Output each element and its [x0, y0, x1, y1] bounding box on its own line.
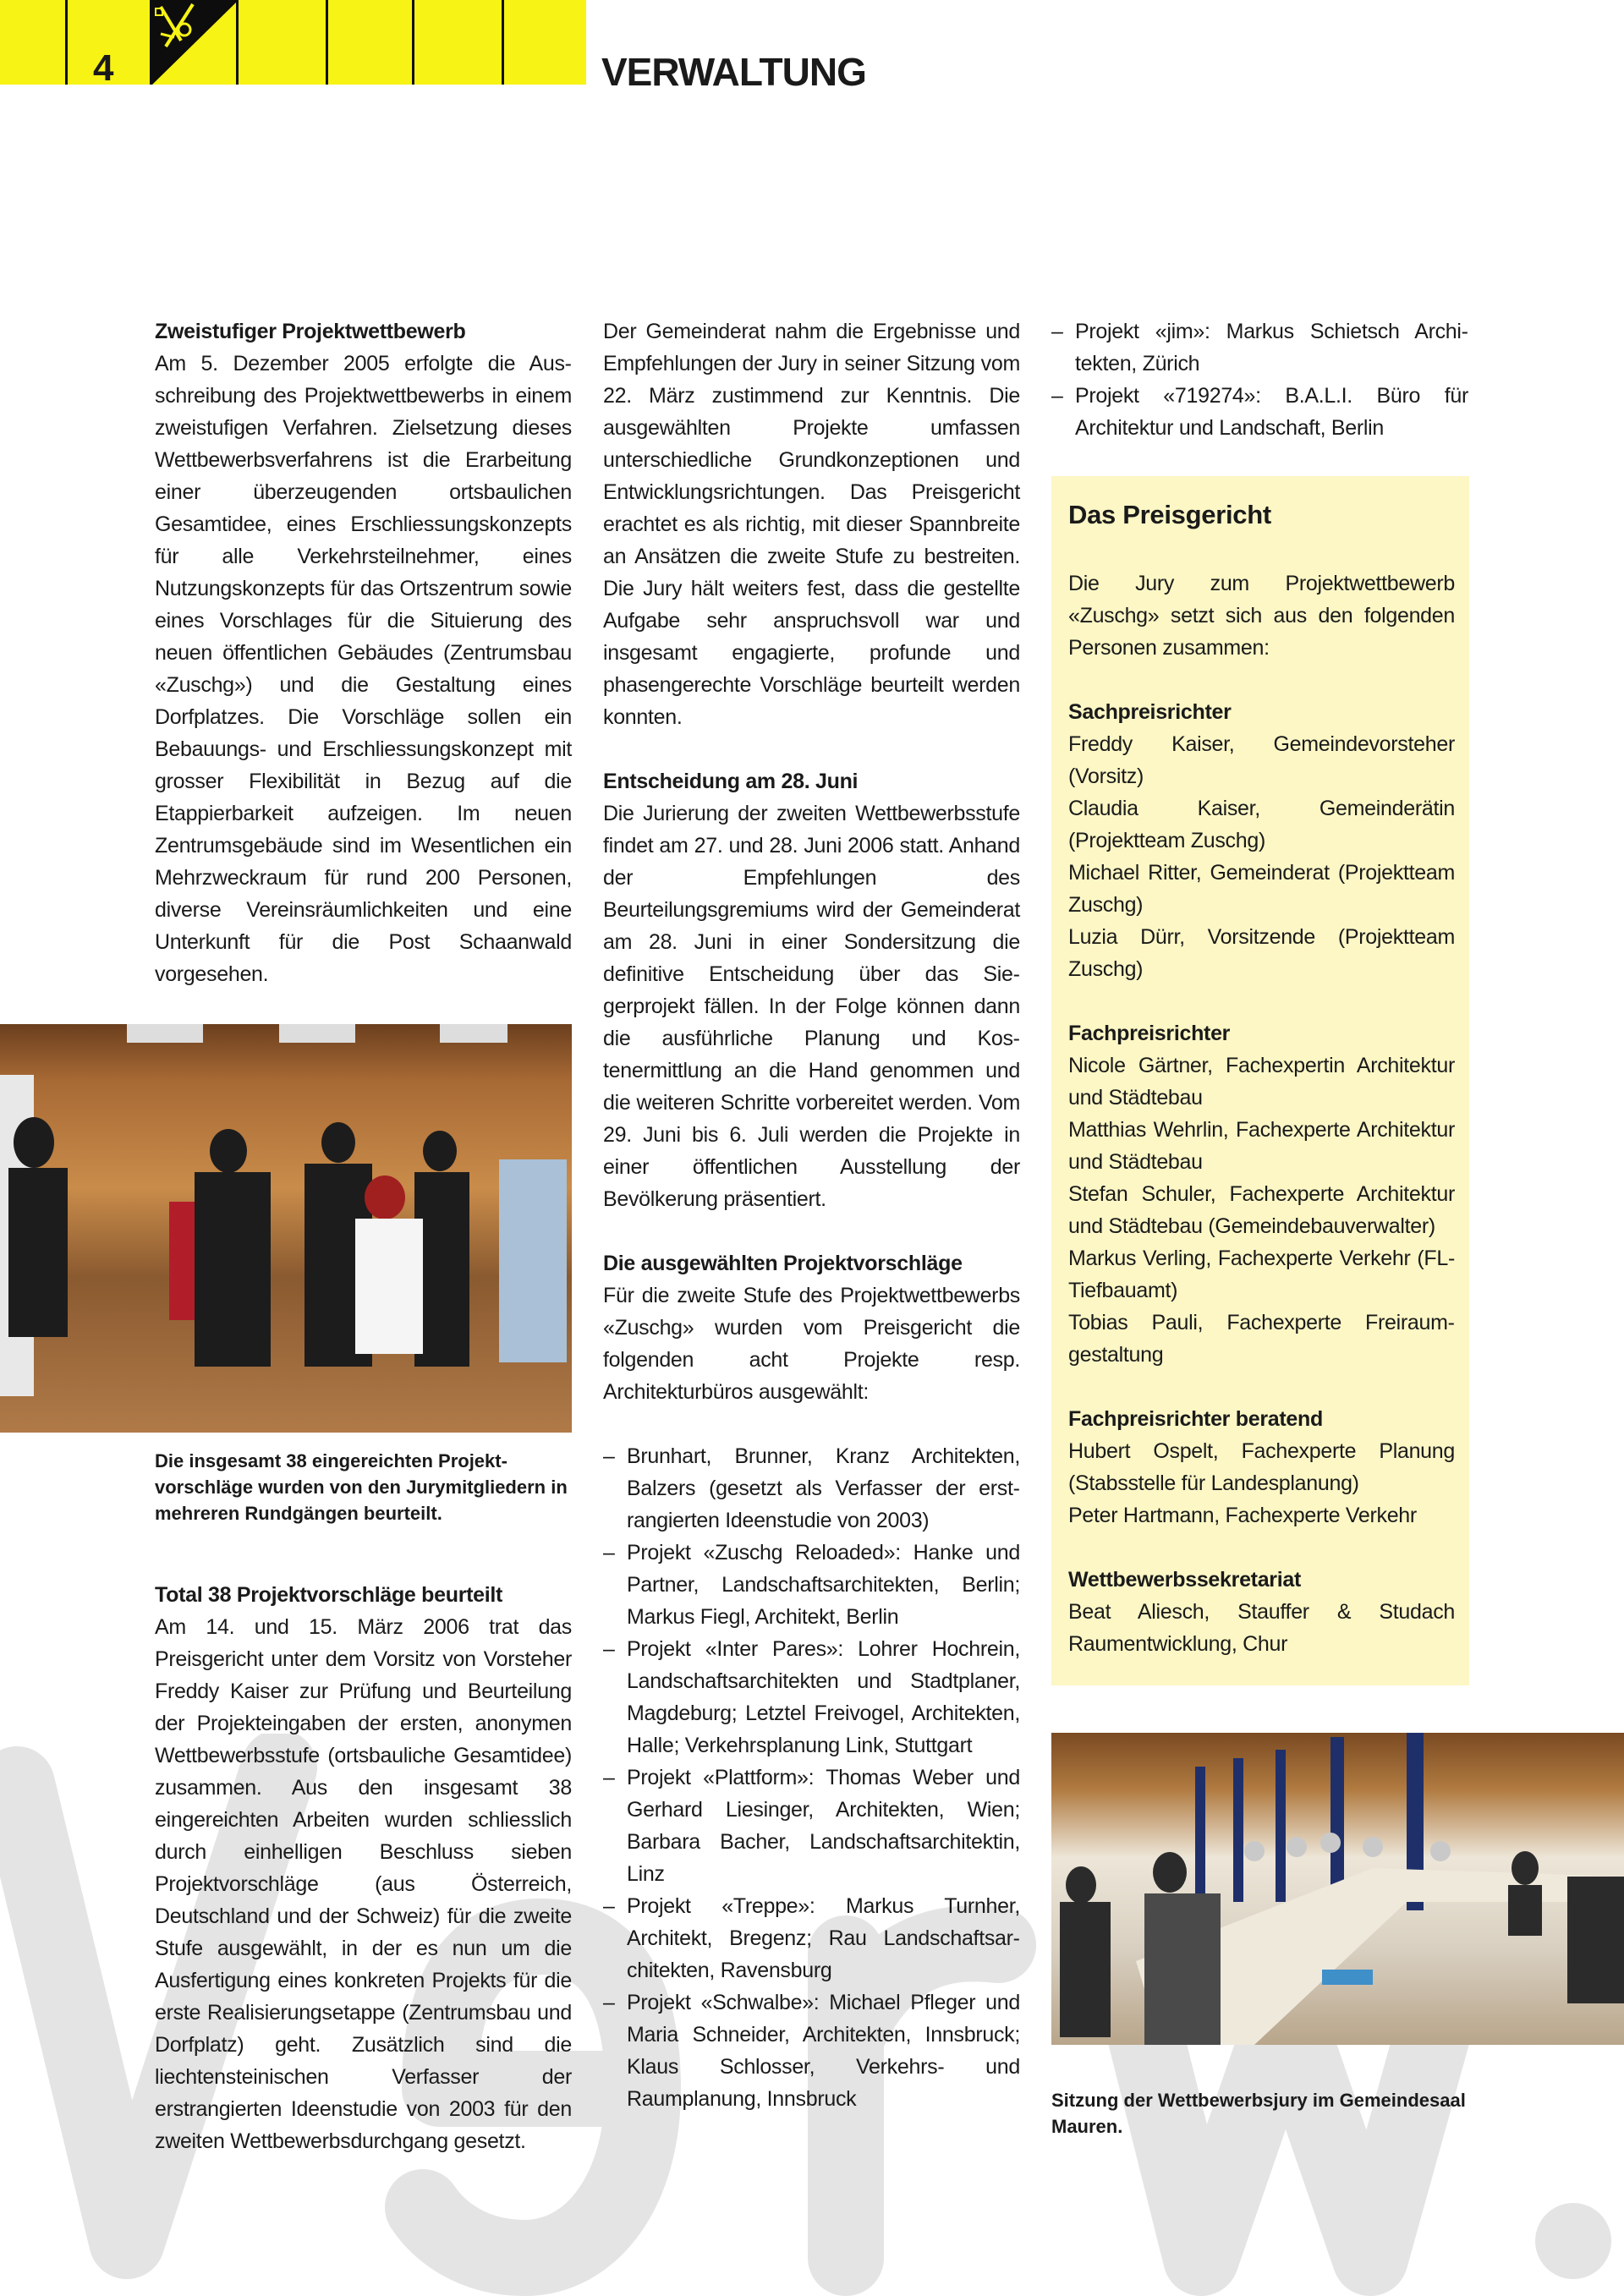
- list-item: – Projekt «jim»: Markus Schietsch Architekten, Zürich: [1051, 315, 1468, 380]
- header-divider: [502, 0, 504, 85]
- header-divider: [326, 0, 328, 85]
- paragraph: Für die zweite Stufe des Projektwettbewerbs «Zuschg» wurden vom Preisgericht die folgenden acht Projekte resp. Architekturbüros ausgewählt:: [603, 1284, 1020, 1404]
- member: Hubert Ospelt, Fachexperte Planung (Stabsstelle für Landesplanung): [1068, 1439, 1455, 1495]
- list-item: – Projekt «719274»: B.A.L.I. Büro für Architektur und Landschaft, Berlin: [1051, 380, 1468, 444]
- project-list: [603, 1440, 1020, 2115]
- list-item: – Projekt «Inter Pares»: Lohrer Hochrein, Landschaftsarchitekten und Stadtplaner, Magdeburg; Letztel Freivogel, Architekten, Halle; Verkehrsplanung Link, Stuttgart: [603, 1633, 1020, 1762]
- paragraph: Der Gemeinderat nahm die Ergebnisse und Empfehlungen der Jury in seiner Sitzung vom 22. März zustimmend zur Kenntnis. Die ausgewählten Projekte umfassen unterschiedliche Grundkonzeptionen und Entwicklungsrichtungen. Das Preisgericht erachtet es als richtig, mit dieser Spannbreite an Ansätzen die zweite Stufe zu bestreiten. Die Jury hält weiters fest, dass die gestellte Aufgabe sehr anspruchsvoll war und insgesamt engagierte, profunde und phasengerechte Vorschläge beurteilt werden konnten.: [603, 320, 1020, 729]
- column-1: [155, 315, 572, 2157]
- heading-total: Total 38 Projektvorschläge beurteilt: [155, 1583, 503, 1607]
- page-number: 4: [93, 47, 114, 89]
- box-intro: Die Jury zum Projektwettbewerb «Zuschg» setzt sich aus den folgenden Personen zusammen:: [1068, 572, 1455, 660]
- member: Michael Ritter, Gemeinderat (Projektteam Zuschg): [1068, 861, 1455, 917]
- list-item: – Projekt «Plattform»: Thomas Weber und Gerhard Liesinger, Architekten, Wien; Barbara Bacher, Landschaftsarchitektin, Linz: [603, 1762, 1020, 1890]
- group-heading: Fachpreisrichter: [1068, 1022, 1231, 1045]
- member: Markus Verling, Fachexperte Verkehr (FL-Tiefbauamt): [1068, 1247, 1455, 1302]
- column-3: [1051, 315, 1468, 2140]
- section-title: VERWALTUNG: [601, 50, 866, 94]
- list-item: – Projekt «Zuschg Reloaded»: Hanke und Partner, Landschaftsarchitekten, Berlin; Markus Fiegl, Architekt, Berlin: [603, 1537, 1020, 1633]
- paragraph: Die Jurierung der zweiten Wettbewerbsstufe findet am 27. und 28. Juni 2006 statt. Anhand der Empfehlungen des Beurteilungsgremiums wird der Gemeinderat am 28. Juni in einer Sondersitzung die definitive Entscheidung über das Siegerprojekt fällen. In der Folge können dann die ausführliche Planung und Kostenermittlung an die Hand genommen und die weiteren Schritte vorbereitet werden. Vom 29. Juni bis 6. Juli werden die Projekte in einer öffentlichen Ausstellung der Bevölkerung präsentiert.: [603, 802, 1020, 1211]
- photo-jury-meeting: [1051, 1733, 1624, 2045]
- header-divider: [65, 0, 68, 85]
- member: Tobias Pauli, Fachexperte Freiraumgestaltung: [1068, 1311, 1455, 1367]
- member: Matthias Wehrlin, Fachexperte Architektur und Städtebau: [1068, 1118, 1455, 1174]
- heading-projektvorschlaege: Die ausgewählten Projektvorschläge: [603, 1252, 963, 1275]
- member: Stefan Schuler, Fachexperte Architektur und Städtebau (Gemeindebauverwalter): [1068, 1182, 1455, 1238]
- member: Nicole Gärtner, Fachexpertin Architektur und Städtebau: [1068, 1054, 1455, 1110]
- header-band: [0, 0, 586, 85]
- heading-entscheidung: Entscheidung am 28. Juni: [603, 770, 859, 793]
- list-item: – Projekt «Schwalbe»: Michael Pfleger und Maria Schneider, Architekten, Innsbruck; Klaus Schlosser, Verkehrs- und Raumplanung, Innsbruck: [603, 1986, 1020, 2115]
- member: Claudia Kaiser, Gemeinderätin (Projektteam Zuschg): [1068, 797, 1455, 852]
- list-item: – Brunhart, Brunner, Kranz Architekten, Balzers (gesetzt als Verfasser der erstrangierten Ideenstudie von 2003): [603, 1440, 1020, 1537]
- column-2: [603, 315, 1020, 2115]
- photo-jury-walkaround: [0, 1024, 572, 1433]
- group-heading: Wettbewerbssekretariat: [1068, 1568, 1302, 1592]
- heading-zweistufiger: Zweistufiger Projektwettbewerb: [155, 320, 466, 343]
- paragraph: Am 14. und 15. März 2006 trat das Preisgericht unter dem Vorsitz von Vorsteher Freddy Kaiser zur Prüfung und Beurteilung der Projekteingaben der ersten, anonymen Wettbewerbsstufe (ortsbauliche Gesamtidee) zusammen. Aus den insgesamt 38 eingereichten Arbeiten wurden schliesslich durch einhelligen Beschluss sieben Projektvorschläge (aus Österreich, Deutschland und der Schweiz) für die zweite Stufe ausgewählt, in der es nun um die Ausfertigung eines konkreten Projekts für die erste Realisierungsetappe (Zentrumsbau und Dorfplatz) geht. Zusätzlich sind die liechtensteinischen Verfasser der erstrangierten Ideenstudie von 2003 für den zweiten Wettbewerbsdurchgang gesetzt.: [155, 1615, 572, 2153]
- group-heading: Sachpreisrichter: [1068, 700, 1232, 724]
- member: Beat Aliesch, Stauffer & Studach Raumentwicklung, Chur: [1068, 1600, 1455, 1656]
- project-list-continued: [1051, 315, 1468, 444]
- header-divider: [412, 0, 414, 85]
- member: Peter Hartmann, Fachexperte Verkehr: [1068, 1504, 1417, 1527]
- group-heading: Fachpreisrichter beratend: [1068, 1407, 1323, 1431]
- photo-caption: Die insgesamt 38 eingereichten Projektvorschläge wurden von den Jurymitgliedern in mehreren Rundgängen beurteilt.: [155, 1450, 568, 1524]
- photo-caption: Sitzung der Wettbewerbsjury im Gemeindesaal Mauren.: [1051, 2090, 1466, 2137]
- member: Freddy Kaiser, Gemeindevorsteher (Vorsitz): [1068, 732, 1455, 788]
- preisgericht-box: [1051, 476, 1469, 1685]
- member: Luzia Dürr, Vorsitzende (Projektteam Zuschg): [1068, 925, 1455, 981]
- list-item: – Projekt «Treppe»: Markus Turnher, Architekt, Bregenz; Rau Landschaftsarchitekten, Ravensburg: [603, 1890, 1020, 1986]
- crest-key-sword-icon: [151, 0, 237, 85]
- box-title: Das Preisgericht: [1068, 500, 1271, 529]
- paragraph: Am 5. Dezember 2005 erfolgte die Ausschreibung des Projektwettbewerbs in einem zweistufigen Verfahren. Zielsetzung dieses Wettbewerbsverfahrens ist die Erarbeitung einer überzeugenden ortsbaulichen Gesamtidee, eines Erschliessungskonzepts für alle Verkehrsteilnehmer, eines Nutzungskonzepts für das Ortszentrum sowie eines Vorschlages für die Situierung des neuen öffentlichen Gebäudes (Zentrumsbau «Zuschg») und die Gestaltung eines Dorfplatzes. Die Vorschläge sollen ein Bebauungs- und Erschliessungskonzept mit grosser Flexibilität in Bezug auf die Etappierbarkeit aufzeigen. Im neuen Zentrumsgebäude sind im Wesentlichen ein Mehrzweckraum für rund 200 Personen, diverse Vereinsräumlichkeiten und eine Unterkunft für die Post Schaanwald vorgesehen.: [155, 352, 572, 986]
